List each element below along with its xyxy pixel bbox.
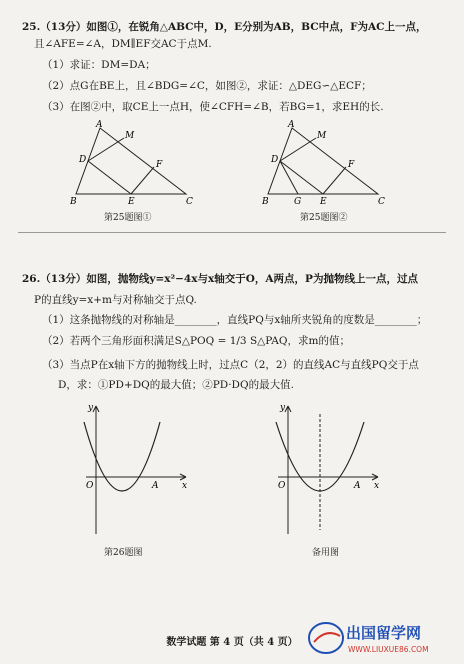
label-D: D — [79, 155, 87, 165]
q26-figure — [82, 400, 192, 540]
divider — [18, 232, 446, 233]
label-E: E — [320, 197, 327, 205]
q25-figure-2 — [262, 120, 392, 205]
q26-fig-caption: 第26题图 — [104, 548, 143, 558]
watermark-brand: 出国留学网 — [346, 624, 422, 642]
q26-spare-caption: 备用图 — [312, 548, 340, 558]
q26-spare-figure — [274, 400, 384, 540]
q25-part3: （3）在图②中，取CE上一点H，使∠CFH=∠B，若BG=1，求EH的长. — [42, 101, 384, 113]
q25-head: 25.（13分）如图①，在锐角△ABC中，D，E分别为AB，BC中点，F为AC上一点， — [22, 21, 427, 33]
q25-fig1-caption: 第25题图① — [104, 213, 152, 223]
point-A-label: A — [354, 481, 361, 491]
q26-part3b: D，求：①PD+DQ的最大值；②PD·DQ的最大值. — [58, 379, 294, 391]
label-E: E — [128, 197, 135, 205]
q25-part2: （2）点G在BE上，且∠BDG=∠C，如图②，求证：△DEG∽△ECF； — [42, 80, 372, 92]
axis-x-label: x — [182, 481, 188, 491]
label-G: G — [294, 197, 302, 205]
q26-condition: P的直线y=x+m与对称轴交于点Q. — [34, 294, 197, 306]
label-F: F — [156, 160, 163, 170]
q25-fig2-caption: 第25题图② — [300, 213, 348, 223]
globe-icon — [309, 623, 343, 653]
q26-part1: （1）这条抛物线的对称轴是________，直线PQ与x轴所夹锐角的度数是________； — [42, 314, 428, 326]
q26-part2: （2）若两个三角形面积满足S△POQ = 1/3 S△PAQ，求m的值； — [42, 335, 350, 347]
q25-figure-1 — [70, 120, 200, 205]
label-B: B — [70, 197, 77, 205]
page-footer: 数学试题 第 4 页（共 4 页） — [166, 637, 298, 648]
label-D: D — [271, 155, 279, 165]
axis-y-label: y — [280, 403, 286, 413]
origin-label: O — [278, 481, 286, 491]
label-B: B — [262, 197, 269, 205]
point-A-label: A — [152, 481, 159, 491]
label-M: M — [317, 131, 327, 141]
label-F: F — [348, 160, 355, 170]
origin-label: O — [86, 481, 94, 491]
axis-y-label: y — [88, 403, 94, 413]
label-A: A — [288, 120, 295, 130]
q25-condition: 且∠AFE=∠A，DM∥EF交AC于点M. — [34, 38, 212, 50]
q25-part1: （1）求证：DM=DA； — [42, 59, 156, 71]
label-M: M — [125, 131, 135, 141]
label-C: C — [186, 197, 193, 205]
watermark-logo — [306, 618, 456, 658]
axis-x-label: x — [374, 481, 380, 491]
watermark-url: WWW.LIUXUE86.COM — [348, 645, 429, 654]
q26-head: 26.（13分）如图，抛物线y=x²−4x与x轴交于O，A两点，P为抛物线上一点，过点 — [22, 273, 418, 285]
label-A: A — [96, 120, 103, 130]
q26-part3a: （3）当点P在x轴下方的抛物线上时，过点C（2，2）的直线AC与直线PQ交于点 — [42, 359, 419, 371]
label-C: C — [378, 197, 385, 205]
